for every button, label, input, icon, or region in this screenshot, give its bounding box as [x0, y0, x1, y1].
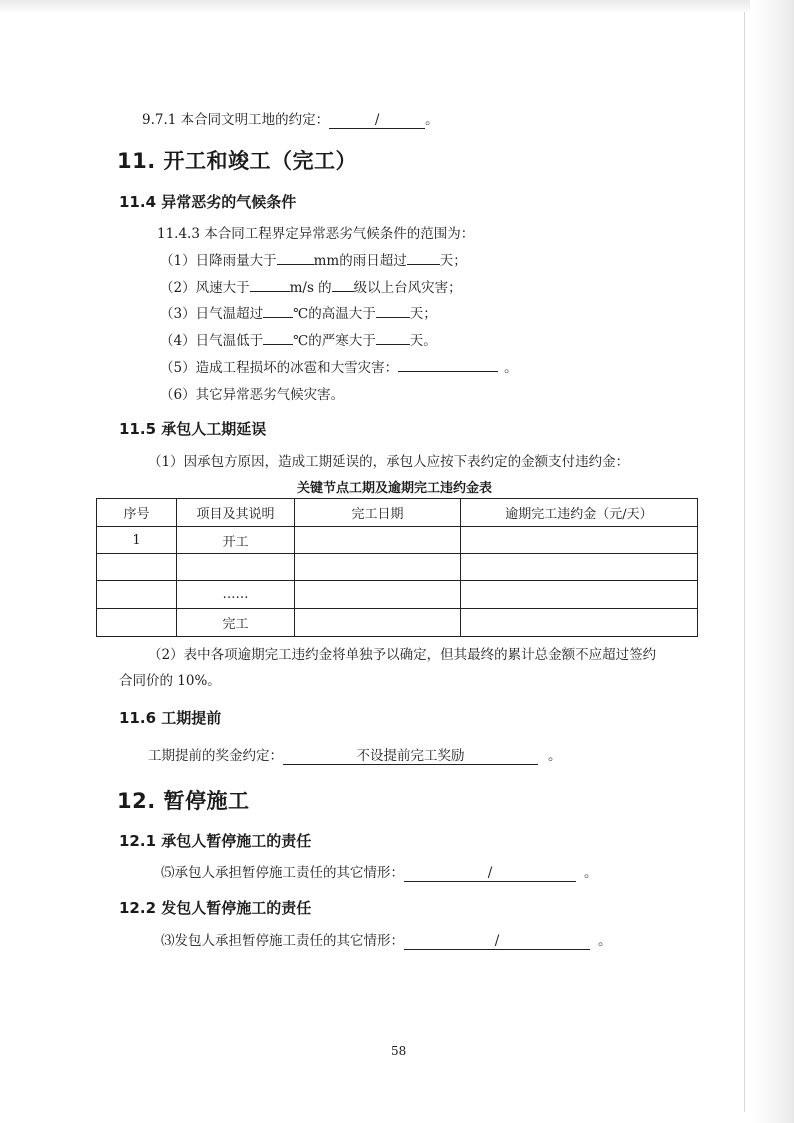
contractor-suspension-other [161, 861, 598, 882]
table-cell: …… [177, 581, 295, 609]
page-number: 58 [391, 1044, 407, 1058]
early-completion-bonus-end: 。 [548, 748, 562, 764]
section-11-6-title: 11.6 工期提前 [119, 709, 222, 727]
scan-fold-line [744, 12, 745, 1112]
civilized-site-blank: / [329, 113, 425, 129]
scan-edge-right [750, 0, 794, 1123]
employer-suspension-label: ⑶发包人承担暂停施工责任的其它情形： [161, 933, 404, 949]
low-temp-blank [263, 344, 293, 345]
section-12-2-title: 12.2 发包人暂停施工的责任 [119, 899, 312, 917]
table-cell [295, 609, 461, 637]
table-cell [461, 554, 698, 581]
weather-item-2 [160, 276, 462, 296]
weather-item-1-a: （1）日降雨量大于 [160, 253, 277, 269]
table-header-cell: 完工日期 [295, 499, 461, 527]
early-completion-bonus [148, 744, 562, 765]
wind-speed-blank [250, 291, 290, 292]
table-row [97, 527, 698, 554]
table-row [97, 609, 698, 637]
section-11-4-intro: 11.4.3 本合同工程界定异常恶劣气候条件的范围为： [157, 226, 475, 242]
table-cell [295, 554, 461, 581]
table-cell [177, 554, 295, 581]
contractor-suspension-label: ⑸承包人承担暂停施工责任的其它情形： [161, 865, 404, 881]
penalty-table-title: 关键节点工期及逾期完工违约金表 [297, 481, 493, 496]
table-row [97, 581, 698, 609]
contractor-suspension-blank: / [404, 866, 576, 882]
typhoon-level-blank [332, 291, 354, 292]
table-cell [97, 554, 177, 581]
weather-item-6: （6）其它异常恶劣气候灾害。 [160, 387, 345, 403]
section-12-1-title: 12.1 承包人暂停施工的责任 [119, 832, 312, 850]
table-header-cell: 项目及其说明 [177, 499, 295, 527]
weather-item-5-c: 。 [504, 360, 518, 376]
weather-item-3-b: ℃的高温大于 [293, 306, 376, 322]
high-temp-blank [263, 317, 293, 318]
section-11-title: 11. 开工和竣工（完工） [117, 149, 358, 173]
section-11-5-title: 11.5 承包人工期延误 [119, 420, 267, 438]
section-11-4-title: 11.4 异常恶劣的气候条件 [119, 193, 297, 211]
clause-9-7-1-end: 。 [425, 112, 439, 128]
table-row [97, 554, 698, 581]
employer-suspension-end: 。 [598, 933, 612, 949]
low-temp-days-blank [376, 344, 410, 345]
high-temp-days-blank [376, 317, 410, 318]
weather-item-3-a: （3）日气温超过 [160, 306, 264, 322]
table-cell: 完工 [177, 609, 295, 637]
weather-item-2-a: （2）风速大于 [160, 280, 250, 296]
table-cell: 开工 [177, 527, 295, 554]
table-cell [461, 609, 698, 637]
table-cell [295, 581, 461, 609]
weather-item-3 [160, 302, 437, 322]
table-cell [461, 581, 698, 609]
early-completion-bonus-value: 不设提前完工奖励 [283, 749, 538, 765]
penalty-table [96, 498, 698, 637]
weather-item-1-b: mm的雨日超过 [313, 253, 407, 269]
table-cell [461, 527, 698, 554]
section-11-5-p2-line2: 合同价的 10%。 [119, 673, 221, 689]
weather-item-4-c: 天。 [409, 333, 437, 349]
weather-item-5 [160, 356, 518, 376]
weather-item-2-b: m/s 的 [289, 280, 332, 296]
rainfall-blank [277, 264, 314, 265]
section-11-5-p2-line1: （2）表中各项逾期完工违约金将单独予以确定，但其最终的累计总金额不应超过签约 [148, 647, 657, 663]
table-header-row [97, 499, 698, 527]
employer-suspension-other [161, 929, 612, 950]
weather-item-4 [160, 329, 437, 349]
weather-item-5-a: （5）造成工程损坏的冰雹和大雪灾害： [160, 360, 399, 376]
contractor-suspension-end: 。 [584, 865, 598, 881]
section-12-title: 12. 暂停施工 [117, 789, 250, 813]
table-header-cell: 序号 [97, 499, 177, 527]
rain-days-blank [407, 264, 440, 265]
scan-edge-top [0, 0, 794, 14]
table-cell: 1 [97, 527, 177, 554]
early-completion-bonus-label: 工期提前的奖金约定： [148, 748, 283, 764]
clause-9-7-1-text: 9.7.1 本合同文明工地的约定： [142, 112, 330, 128]
weather-item-4-b: ℃的严寒大于 [293, 333, 376, 349]
table-cell [295, 527, 461, 554]
weather-item-3-c: 天； [409, 306, 437, 322]
hail-snow-blank [398, 371, 498, 372]
table-cell [97, 609, 177, 637]
weather-item-1-c: 天； [439, 253, 467, 269]
table-cell [97, 581, 177, 609]
employer-suspension-blank: / [404, 934, 590, 950]
weather-item-1 [160, 249, 467, 269]
clause-9-7-1 [142, 108, 439, 129]
section-11-5-p1: （1）因承包方原因，造成工期延误的，承包人应按下表约定的金额支付违约金： [148, 454, 630, 470]
weather-item-4-a: （4）日气温低于 [160, 333, 264, 349]
weather-item-2-c: 级以上台风灾害； [353, 280, 462, 296]
table-header-cell: 逾期完工违约金（元/天） [461, 499, 698, 527]
